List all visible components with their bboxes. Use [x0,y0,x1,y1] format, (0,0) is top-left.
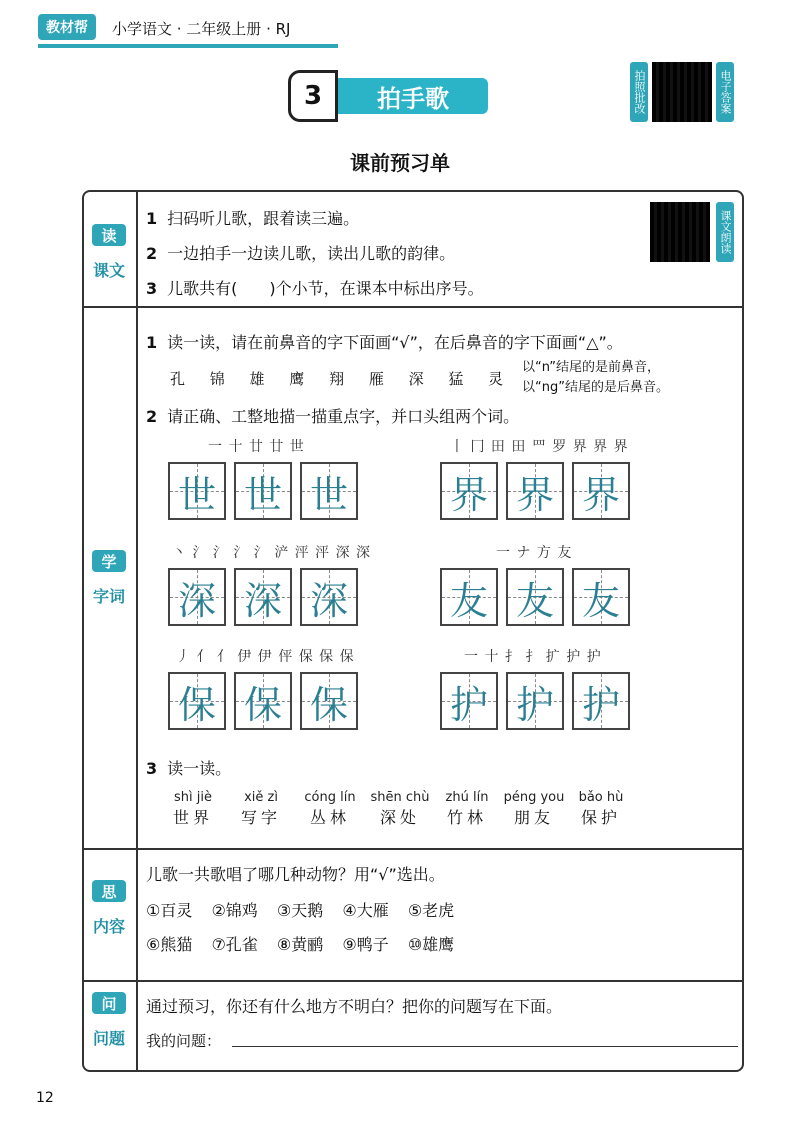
ask-prompt: 通过预习，你还有什么地方不明白？把你的问题写在下面。 [146,997,563,1016]
section-label-think: 内容 [92,917,125,936]
word-pinyin: shì jiè [174,790,212,805]
trace-box[interactable] [300,568,358,626]
trace-box[interactable] [440,568,498,626]
word-pinyin: shēn chù [370,790,430,805]
stroke-order: 丨 冂 田 田 罒 罗 界 界 界 [450,439,629,455]
word-pinyin: péng you [503,790,565,805]
qr-block-top [630,62,734,124]
trace-box[interactable] [234,462,292,520]
animal-option[interactable]: ②锦鸡 [211,901,258,920]
trace-box[interactable] [234,672,292,730]
animal-option[interactable]: ⑥熊猫 [146,935,193,954]
header-rule [38,44,338,48]
think-question: 儿歌一共歌唱了哪几种动物？用“√”选出。 [146,865,445,884]
trace-box[interactable] [300,672,358,730]
label-column-divider [136,190,138,1072]
page-heading: 课前预习单 [350,151,450,175]
item-text: 读一读。 [167,759,232,778]
word-hanzi: 保护 [580,808,621,827]
animal-option[interactable]: ①百灵 [146,901,193,920]
item-number: 2 [146,407,158,426]
qr-right-label: 电子答案 [716,62,734,122]
animal-option[interactable]: ⑩雄鹰 [407,935,455,954]
item-number: 2 [146,244,158,263]
section-label-read: 课文 [92,261,125,280]
brand-badge: 教材帮 [38,14,96,40]
trace-char: 保 [177,682,216,727]
stroke-order: 一 十 扌 扌 扩 护 护 [464,649,602,665]
read-item-3 [146,276,484,299]
item-text: 读一读，请在前鼻音的字下面画“√”，在后鼻音的字下面画“△”。 [167,333,623,352]
learn-q1 [146,330,623,353]
q1-note-line: 以“ng”结尾的是后鼻音。 [522,380,669,395]
word-hanzi: 丛林 [309,808,350,827]
animal-option[interactable]: ③天鹅 [276,901,324,920]
lesson-title-block [288,70,493,122]
word-hanzi: 朋友 [513,808,554,827]
trace-char: 护 [581,682,620,727]
animal-option[interactable]: ⑨鸭子 [342,935,389,954]
stroke-order: 一 十 廿 廿 世 [208,439,305,455]
trace-box[interactable] [440,672,498,730]
animal-option[interactable]: ④大雁 [342,901,389,920]
think-options-row2 [146,932,454,955]
learn-q3 [146,756,231,779]
word-item [568,790,634,828]
stroke-order: 丿 亻 亻 伊 伊 伻 保 保 保 [176,649,355,665]
trace-char: 保 [243,682,282,727]
section-badge-read: 读 [92,224,126,246]
trace-char: 界 [515,472,554,517]
section-badge-think: 思 [92,880,126,902]
item-number: 1 [146,209,158,228]
trace-box[interactable] [168,462,226,520]
word-item [228,790,294,828]
trace-box[interactable] [168,568,226,626]
lesson-title: 拍手歌 [338,78,488,114]
stroke-order: 丶 氵 氵 氵 氵 浐 泙 泙 深 深 [172,545,372,561]
trace-char: 深 [243,578,282,623]
trace-box[interactable] [506,568,564,626]
trace-box[interactable] [506,462,564,520]
q1-note-line: 以“n”结尾的是前鼻音， [522,360,660,375]
qr-reading-label: 课文朗读 [716,202,734,262]
word-pinyin: bǎo hù [578,790,624,805]
trace-char: 世 [243,472,282,517]
q1-note [522,358,669,398]
trace-char: 友 [449,578,488,623]
section-divider [82,980,744,982]
item-number: 1 [146,333,158,352]
item-text: 一边拍手一边读儿歌，读出儿歌的韵律。 [167,244,456,263]
animal-option[interactable]: ⑧黄鹂 [276,935,324,954]
trace-char: 友 [581,578,620,623]
qr-code-icon[interactable] [652,62,712,122]
item-number: 3 [146,759,158,778]
section-badge-learn: 学 [92,550,126,572]
word-hanzi: 写字 [240,808,281,827]
word-pinyin: zhú lín [445,790,489,805]
trace-group [440,542,680,630]
trace-box[interactable] [440,462,498,520]
learn-q2 [146,404,519,427]
word-hanzi: 世界 [172,808,213,827]
trace-char: 护 [515,682,554,727]
section-label-learn: 字词 [92,587,125,606]
word-item [364,790,436,828]
trace-box[interactable] [300,462,358,520]
page-number: 12 [36,1090,54,1106]
trace-char: 友 [515,578,554,623]
word-hanzi: 深处 [379,808,420,827]
trace-group [168,542,408,630]
word-item [434,790,500,828]
stroke-order: 一 ナ 方 友 [496,545,573,561]
trace-group [440,646,680,734]
trace-char: 保 [309,682,348,727]
trace-box[interactable] [506,672,564,730]
animal-option[interactable]: ⑦孔雀 [211,935,258,954]
item-number: 3 [146,279,158,298]
trace-char: 世 [177,472,216,517]
think-options-row1 [146,898,454,921]
animal-option[interactable]: ⑤老虎 [407,901,455,920]
section-badge-ask: 问 [92,992,126,1014]
word-pinyin: xiě zì [244,790,278,805]
section-divider [82,306,744,308]
qr-code-icon[interactable] [650,202,710,262]
word-item [498,790,570,828]
item-text: 儿歌共有( )个小节，在课本中标出序号。 [167,279,484,298]
word-pinyin: cóng lín [304,790,356,805]
section-label-ask: 问题 [92,1029,125,1048]
trace-box[interactable] [572,568,630,626]
trace-char: 界 [449,472,488,517]
trace-box[interactable] [234,568,292,626]
trace-box[interactable] [168,672,226,730]
lesson-number: 3 [288,70,338,122]
trace-group [168,436,408,524]
word-hanzi: 竹林 [446,808,487,827]
qr-block-reading [650,202,736,264]
trace-box[interactable] [572,462,630,520]
answer-label: 我的问题： [146,1032,222,1050]
q1-char-list: 孔 锦 雄 鹰 翔 雁 深 猛 灵 [170,370,514,388]
trace-char: 界 [581,472,620,517]
item-text: 扫码听儿歌，跟着读三遍。 [167,209,360,228]
word-item [160,790,226,828]
section-divider [82,848,744,850]
trace-char: 世 [309,472,348,517]
answer-input-line[interactable] [232,1046,738,1047]
trace-group [168,646,408,734]
read-item-1 [146,206,359,229]
read-item-2 [146,241,455,264]
trace-group [440,436,680,524]
trace-char: 深 [177,578,216,623]
book-title: 小学语文 · 二年级上册 · RJ [112,20,291,38]
word-item [294,790,366,828]
trace-char: 护 [449,682,488,727]
trace-char: 深 [309,578,348,623]
qr-left-label: 拍照批改 [630,62,648,122]
item-text: 请正确、工整地描一描重点字，并口头组两个词。 [167,407,520,426]
trace-box[interactable] [572,672,630,730]
